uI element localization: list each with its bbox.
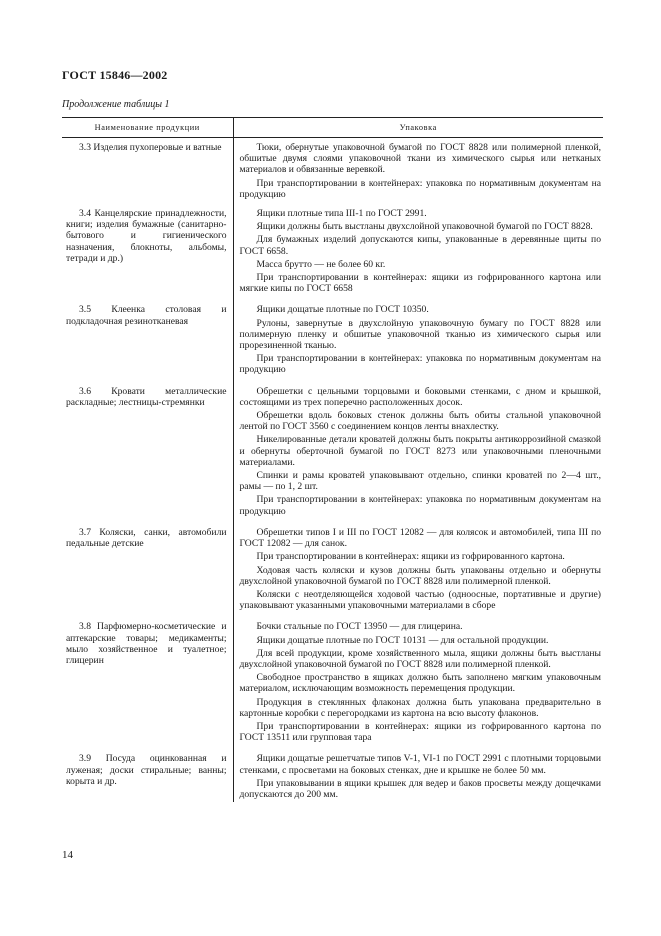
packaging-cell: [233, 138, 603, 209]
packaging-paragraph: Ящики дощатые решетчатые типов V-1, VI-1 по ГОСТ 2991 с плотными торцовыми стенками, с просветами на боковых стенках, дне и крышке не более 50 мм.: [239, 753, 601, 776]
packaging-paragraph: Ходовая часть коляски и кузов должны быть упакованы отдельно и обернуты двухслойной упаковочной бумагой по ГОСТ 8828 или полимерной пленкой.: [239, 564, 601, 587]
product-name-cell: 3.8 Парфюмерно-косметические и аптекарские товары; медикаменты; мыло хозяйственное и туалетное; глицерин: [62, 621, 233, 753]
product-name-cell: 3.5 Клеенка столовая и подкладочная резинотканевая: [62, 304, 233, 385]
table-row: [62, 527, 603, 621]
packaging-paragraph: Рулоны, завернутые в двухслойную упаковочную бумагу по ГОСТ 8828 или полимерную пленку и обшитые упаковочной тканью из химического сырья или прорезиненной тканью.: [239, 317, 601, 352]
table-row: [62, 304, 603, 385]
product-name-cell: 3.7 Коляски, санки, автомобили педальные детские: [62, 527, 233, 621]
packaging-paragraph: Обрешетки вдоль боковых стенок должны быть обиты стальной упаковочной лентой по ГОСТ 3560 с соединением концов ленты внахлестку.: [239, 410, 601, 433]
packaging-paragraph: При упаковывании в ящики крышек для ведер и баков просветы между дощечками допускаются до 200 мм.: [239, 777, 601, 800]
packaging-paragraph: Обрешетки с цельными торцовыми и боковыми стенками, с дном и крышкой, состоящими из трех поперечно расположенных досок.: [239, 385, 601, 408]
packaging-paragraph: При транспортировании в контейнерах: ящики из гофрированного картона.: [256, 551, 565, 563]
packaging-paragraph: Для всей продукции, кроме хозяйственного мыла, ящики должны быть выстланы двухслойной упаковочной бумагой по ГОСТ 8828 или полимерной пленкой.: [239, 647, 601, 670]
column-header-product: Наименование продукции: [62, 118, 233, 138]
table-continuation-caption: Продолжение таблицы 1: [62, 99, 170, 110]
product-name-cell: 3.4 Канцелярские принадлежности, книги; изделия бумажные (санитарно-бытового и гигиенического назначения, блокноты, альбомы, тетради и др.): [62, 208, 233, 304]
table-row: [62, 753, 603, 802]
table-body: [62, 138, 603, 803]
packaging-paragraph: Ящики должны быть выстланы двухслойной упаковочной бумагой по ГОСТ 8828.: [256, 221, 593, 233]
packaging-paragraph: Масса брутто — не более 60 кг.: [256, 258, 386, 270]
packaging-paragraph: Ящики дощатые плотные по ГОСТ 10350.: [256, 304, 429, 316]
packaging-paragraph: Свободное пространство в ящиках должно быть заполнено мягким упаковочным материалом, исключающим возможность перемещения продукции.: [239, 672, 601, 695]
packaging-paragraph: Продукция в стеклянных флаконах должна быть упакована предварительно в картонные коробки с перегородками из картона на всю высоту флаконов.: [239, 696, 601, 719]
table-row: [62, 621, 603, 753]
packaging-cell: [233, 304, 603, 385]
packaging-paragraph: Спинки и рамы кроватей упаковывают отдельно, спинки кроватей по 2—4 шт., рамы — по 1, 2 шт.: [239, 470, 601, 493]
document-title: ГОСТ 15846—2002: [62, 68, 168, 82]
product-name-cell: 3.9 Посуда оцинкованная и луженая; доски стиральные; ванны; корыта и др.: [62, 753, 233, 802]
packaging-cell: [233, 386, 603, 527]
packaging-paragraph: Обрешетки типов I и III по ГОСТ 12082 — для колясок и автомобилей, типа III по ГОСТ 12082 — для санок.: [239, 526, 601, 550]
packaging-cell: [233, 621, 603, 753]
packaging-paragraph: Бочки стальные по ГОСТ 13950 — для глицерина.: [256, 621, 463, 633]
packaging-paragraph: При транспортировании в контейнерах: упаковка по нормативным документам на продукцию: [239, 353, 601, 376]
packaging-cell: [233, 527, 603, 621]
packaging-paragraph: Тюки, обернутые упаковочной бумагой по ГОСТ 8828 или полимерной пленкой, обшитые двумя слоями упаковочной ткани из химического сырья или нетканых материалов и обвязанные веревкой.: [239, 142, 601, 176]
page-number: 14: [62, 849, 73, 861]
product-name-cell: 3.6 Кровати металлические раскладные; лестницы-стремянки: [62, 386, 233, 527]
packaging-paragraph: Ящики плотные типа III-1 по ГОСТ 2991.: [256, 208, 427, 220]
packaging-paragraph: При транспортировании в контейнерах: упаковка по нормативным документам на продукцию: [239, 494, 601, 517]
packaging-paragraph: Для бумажных изделий допускаются кипы, упакованные в деревянные щиты по ГОСТ 6658.: [239, 234, 601, 257]
packaging-cell: [233, 753, 603, 802]
packaging-paragraph: Ящики дощатые плотные по ГОСТ 10131 — для остальной продукции.: [256, 634, 549, 646]
product-name-cell: 3.3 Изделия пухоперовые и ватные: [62, 138, 233, 209]
packaging-paragraph: При транспортировании в контейнерах: ящики из гофрированного картона или мягкие кипы по ГОСТ 6658: [239, 272, 601, 295]
packaging-table: [62, 117, 603, 802]
packaging-cell: [233, 208, 603, 304]
packaging-paragraph: Коляски с неотделяющейся ходовой частью (одноосные, портативные и другие) упаковывают указанными упаковочными материалами в сборе: [239, 588, 601, 612]
packaging-paragraph: Никелированные детали кроватей должны быть покрыты антикоррозийной смазкой и обернуты оберточной бумагой по ГОСТ 8273 или упаковочными пленочными материалами.: [239, 434, 601, 468]
packaging-paragraph: При транспортировании в контейнерах: упаковка по нормативным документам на продукцию: [239, 177, 601, 200]
column-header-packaging: Упаковка: [233, 118, 603, 138]
table-row: [62, 138, 603, 209]
packaging-paragraph: При транспортировании в контейнерах: ящики из гофрированного картона по ГОСТ 13511 или групповая тара: [239, 720, 601, 744]
table-header: [62, 118, 603, 138]
table-row: [62, 208, 603, 304]
table-row: [62, 386, 603, 527]
